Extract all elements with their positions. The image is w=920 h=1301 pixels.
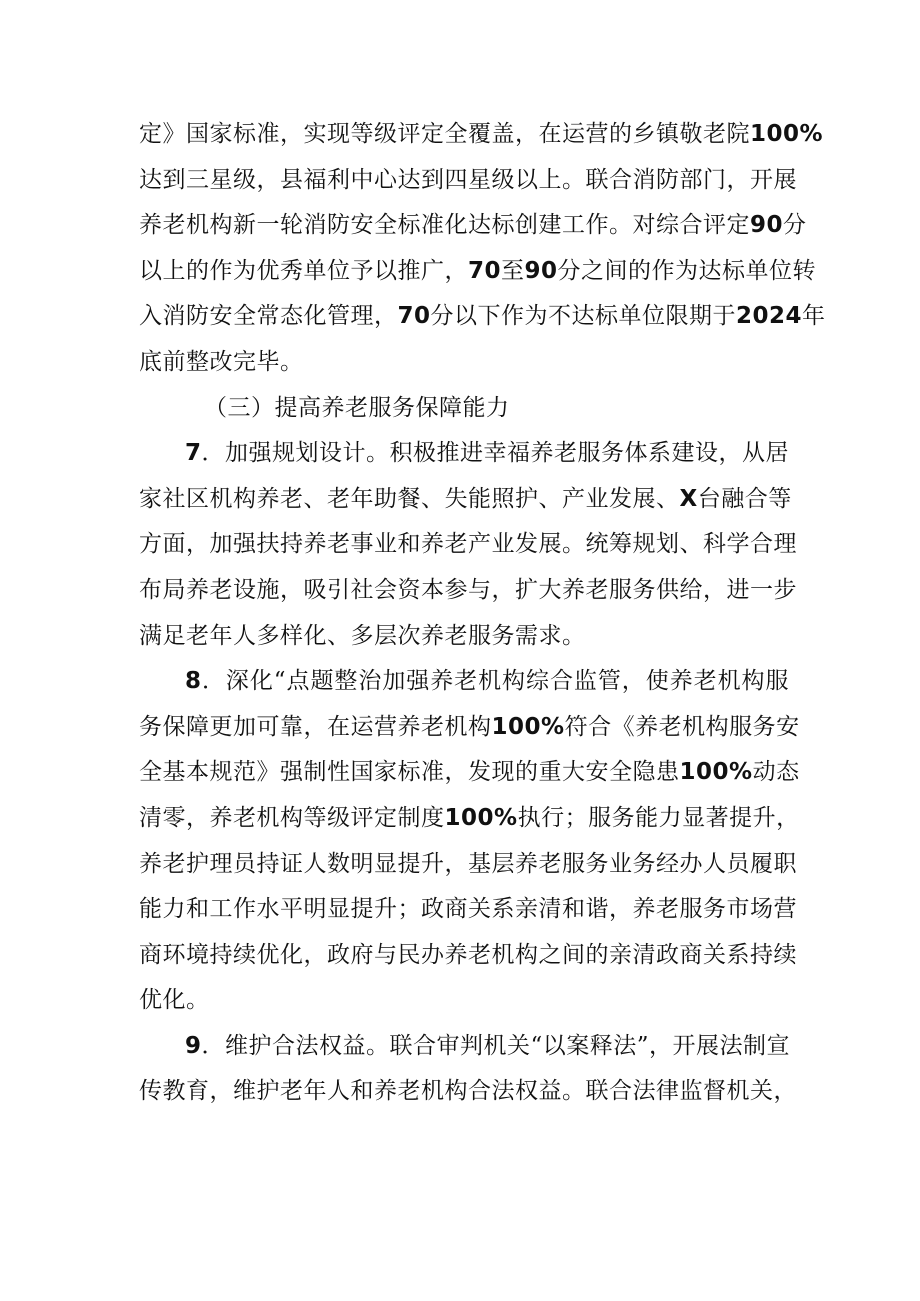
paragraph-first-line: 7．加强规划设计。积极推进幸福养老服务体系建设，从居 xyxy=(185,440,790,467)
numeric-run: 8 xyxy=(185,668,202,695)
text-line: 传教育，维护老年人和养老机构合法权益。联合法律监督机关， xyxy=(139,1078,797,1105)
document-body xyxy=(139,112,826,1115)
numeric-run: 100% xyxy=(491,713,565,740)
text-line: 入消防安全常态化管理，70分以下作为不达标单位限期于2024年 xyxy=(139,303,826,330)
numeric-run: 70 xyxy=(468,257,502,284)
numeric-run: 90 xyxy=(524,257,558,284)
text-line: 养老护理员持证人数明显提升，基层养老服务业务经办人员履职 xyxy=(139,850,797,877)
text-line: 清零，养老机构等级评定制度100%执行；服务能力显著提升， xyxy=(139,804,800,831)
text-line: 底前整改完毕。 xyxy=(139,348,304,375)
text-line: 达到三星级，县福利中心达到四星级以上。联合消防部门，开展 xyxy=(139,166,797,193)
numeric-run: 9 xyxy=(185,1032,202,1059)
paragraph-first-line: 9．维护合法权益。联合审判机关“以案释法”，开展法制宣 xyxy=(185,1032,791,1059)
text-line: 商环境持续优化，政府与民办养老机构之间的亲清政商关系持续 xyxy=(139,941,797,968)
numeric-run: X xyxy=(679,485,698,512)
section-heading: （三）提高养老服务保障能力 xyxy=(204,394,510,421)
numeric-run: 100% xyxy=(750,121,824,147)
text-line: 家社区机构养老、老年助餐、失能照护、产业发展、X台融合等 xyxy=(139,485,792,512)
numeric-run: 2024 xyxy=(736,303,803,330)
numeric-run: 90 xyxy=(750,212,784,239)
text-line: 务保障更加可靠，在运营养老机构100%符合《养老机构服务安 xyxy=(139,713,800,740)
text-line: 能力和工作水平明显提升；政商关系亲清和谐，养老服务市场营 xyxy=(139,896,797,923)
numeric-run: 7 xyxy=(185,440,202,467)
paragraph-first-line: 8．深化“点题整治加强养老机构综合监管，使养老机构服 xyxy=(185,668,789,695)
numeric-run: 100% xyxy=(444,804,518,831)
text-line: 养老机构新一轮消防安全标准化达标创建工作。对综合评定90分 xyxy=(139,212,807,239)
text-line: 优化。 xyxy=(139,987,210,1014)
text-line: 满足老年人多样化、多层次养老服务需求。 xyxy=(139,622,586,649)
text-line: 以上的作为优秀单位予以推广，70至90分之间的作为达标单位转 xyxy=(139,257,817,284)
text-line: 方面，加强扶持养老事业和养老产业发展。统筹规划、科学合理 xyxy=(139,531,797,558)
text-line: 布局养老设施，吸引社会资本参与，扩大养老服务供给，进一步 xyxy=(139,576,797,603)
text-line: 全基本规范》强制性国家标准，发现的重大安全隐患100%动态 xyxy=(139,759,800,786)
numeric-run: 100% xyxy=(679,759,753,786)
text-line: 定》国家标准，实现等级评定全覆盖，在运营的乡镇敬老院100% xyxy=(139,121,824,147)
numeric-run: 70 xyxy=(397,303,431,330)
